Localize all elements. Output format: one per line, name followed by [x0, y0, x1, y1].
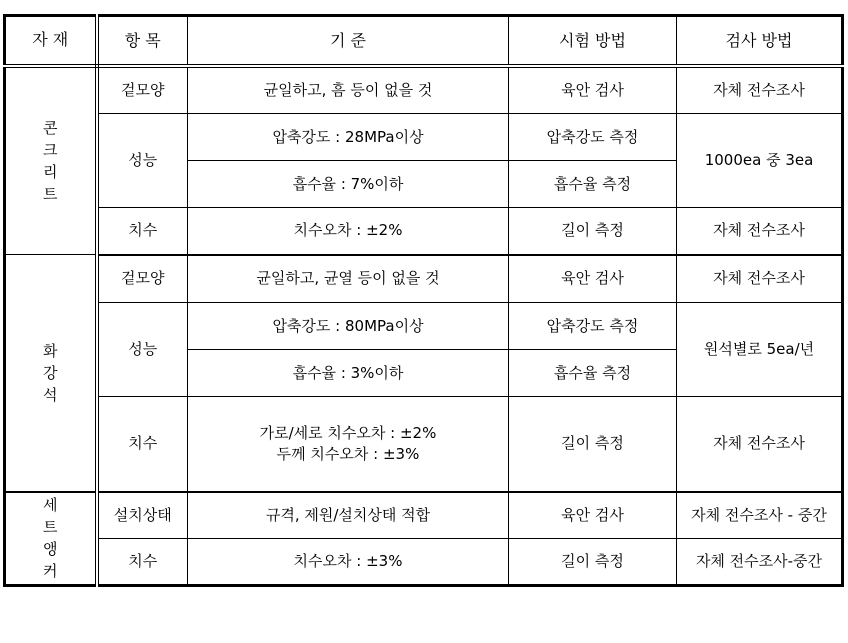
material-char: 앵	[43, 540, 58, 559]
material-char: 세	[43, 496, 58, 515]
inspection-method-cell: 자체 전수조사 - 중간	[677, 492, 843, 539]
criteria-cell: 균일하고, 균열 등이 없을 것	[188, 255, 509, 303]
item-cell: 성능	[97, 114, 188, 208]
test-method-cell: 압축강도 측정	[509, 114, 677, 161]
material-char: 리	[43, 162, 58, 181]
item-cell: 치수	[97, 397, 188, 492]
criteria-cell: 규격, 제원/설치상태 적합	[188, 492, 509, 539]
material-char: 화	[43, 341, 58, 360]
criteria-line: 가로/세로 치수오차 : ±2%	[259, 423, 437, 442]
criteria-cell: 흡수율 : 3%이하	[188, 350, 509, 397]
material-char: 강	[43, 363, 58, 382]
material-char: 콘	[43, 118, 58, 137]
header-row	[5, 16, 843, 66]
header-test-method: 시험 방법	[509, 16, 677, 66]
item-cell: 성능	[97, 303, 188, 397]
header-material: 자 재	[5, 16, 97, 66]
table-row	[5, 114, 843, 161]
item-cell: 치수	[97, 539, 188, 586]
item-cell: 설치상태	[97, 492, 188, 539]
test-method-cell: 길이 측정	[509, 397, 677, 492]
test-method-cell: 육안 검사	[509, 66, 677, 114]
table-row	[5, 539, 843, 586]
test-method-cell: 길이 측정	[509, 539, 677, 586]
inspection-method-cell: 자체 전수조사	[677, 208, 843, 255]
criteria-cell: 압축강도 : 80MPa이상	[188, 303, 509, 350]
material-char: 크	[43, 140, 58, 159]
header-criteria: 기 준	[188, 16, 509, 66]
criteria-cell	[188, 397, 509, 492]
criteria-cell: 압축강도 : 28MPa이상	[188, 114, 509, 161]
test-method-cell: 흡수율 측정	[509, 161, 677, 208]
table-row	[5, 492, 843, 539]
criteria-cell: 치수오차 : ±3%	[188, 539, 509, 586]
material-char: 트	[43, 518, 58, 537]
test-method-cell: 길이 측정	[509, 208, 677, 255]
inspection-method-cell: 자체 전수조사-중간	[677, 539, 843, 586]
item-cell: 겉모양	[97, 66, 188, 114]
quality-inspection-table	[3, 14, 844, 587]
table-row	[5, 66, 843, 114]
inspection-method-cell: 자체 전수조사	[677, 66, 843, 114]
material-cell-concrete	[5, 66, 97, 255]
item-cell: 치수	[97, 208, 188, 255]
header-inspection-method: 검사 방법	[677, 16, 843, 66]
item-cell: 겉모양	[97, 255, 188, 303]
criteria-cell: 흡수율 : 7%이하	[188, 161, 509, 208]
criteria-cell: 치수오차 : ±2%	[188, 208, 509, 255]
material-cell-set-anchor	[5, 492, 97, 586]
criteria-line: 두께 치수오차 : ±3%	[276, 444, 420, 463]
table-row	[5, 255, 843, 303]
header-item: 항 목	[97, 16, 188, 66]
test-method-cell: 압축강도 측정	[509, 303, 677, 350]
table-row	[5, 208, 843, 255]
test-method-cell: 흡수율 측정	[509, 350, 677, 397]
table-row	[5, 397, 843, 492]
material-char: 트	[43, 184, 58, 203]
inspection-method-cell: 자체 전수조사	[677, 255, 843, 303]
test-method-cell: 육안 검사	[509, 255, 677, 303]
material-char: 커	[43, 562, 58, 581]
table-row	[5, 303, 843, 350]
inspection-method-cell: 1000ea 중 3ea	[677, 114, 843, 208]
inspection-method-cell: 원석별로 5ea/년	[677, 303, 843, 397]
material-cell-granite	[5, 255, 97, 492]
material-char: 석	[43, 385, 58, 404]
inspection-method-cell: 자체 전수조사	[677, 397, 843, 492]
test-method-cell: 육안 검사	[509, 492, 677, 539]
criteria-cell: 균일하고, 흠 등이 없을 것	[188, 66, 509, 114]
